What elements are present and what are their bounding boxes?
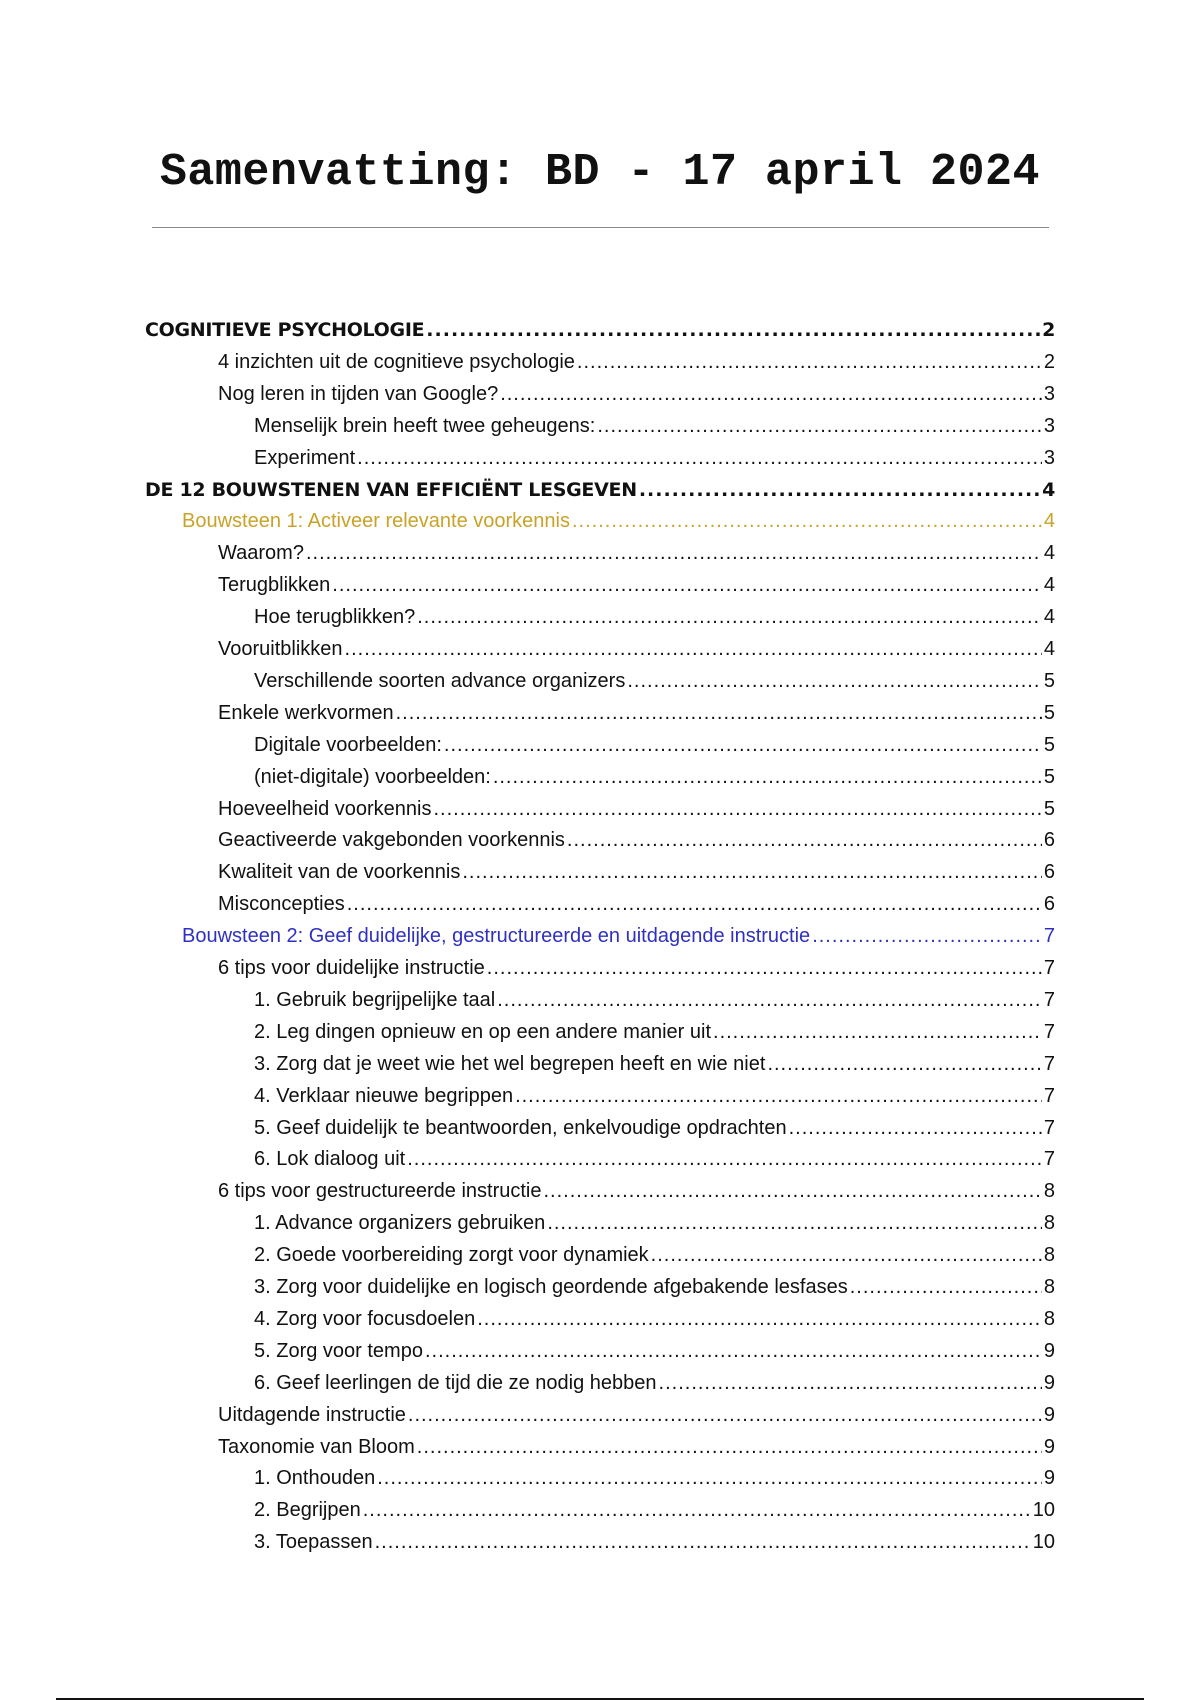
toc-entry[interactable] [218,857,1055,887]
toc-dot-leader [493,762,1042,792]
toc-entry-page-number: 4 [1043,574,1055,597]
toc-entry-page-number: 3 [1043,382,1055,405]
toc-dot-leader [433,794,1041,824]
toc-entry[interactable] [218,634,1055,664]
toc-entry-page-number: 10 [1032,1531,1055,1554]
toc-entry-label: Waarom? [218,542,304,565]
toc-entry-label: 2. Begrijpen [254,1499,361,1522]
toc-dot-leader [408,1400,1042,1430]
toc-entry-page-number: 4 [1043,542,1055,565]
toc-entry[interactable] [254,1113,1055,1143]
toc-entry[interactable] [254,1272,1055,1302]
toc-entry-page-number: 7 [1043,1052,1055,1075]
toc-dot-leader [577,347,1042,377]
toc-entry-label: Misconcepties [218,893,345,916]
toc-entry[interactable] [254,1208,1055,1238]
toc-entry-page-number: 8 [1043,1212,1055,1235]
toc-entry-label: Geactiveerde vakgebonden voorkennis [218,829,565,852]
toc-entry-page-number: 7 [1043,988,1055,1011]
toc-entry-page-number: 7 [1043,1084,1055,1107]
toc-dot-leader [713,1017,1042,1047]
toc-entry[interactable] [218,953,1055,983]
toc-entry[interactable] [254,1240,1055,1270]
toc-entry-page-number: 4 [1043,510,1055,533]
toc-entry-page-number: 2 [1042,319,1055,341]
toc-dot-leader [651,1240,1042,1270]
toc-dot-leader [375,1527,1031,1557]
toc-entry-label: Kwaliteit van de voorkennis [218,861,461,884]
toc-entry-page-number: 7 [1043,1020,1055,1043]
toc-dot-leader [363,1495,1031,1525]
toc-entry-label: 3. Zorg voor duidelijke en logisch geordende afgebakende lesfases [254,1276,848,1298]
toc-entry[interactable] [182,921,1055,951]
toc-entry-page-number: 6 [1043,829,1055,852]
toc-entry[interactable] [218,889,1055,919]
toc-entry[interactable] [218,1176,1055,1206]
toc-entry[interactable] [218,570,1055,600]
toc-entry-page-number: 8 [1043,1244,1055,1267]
toc-entry[interactable] [254,1336,1055,1366]
toc-dot-leader [332,570,1042,600]
toc-dot-leader [444,730,1042,760]
toc-dot-leader [425,1336,1042,1366]
toc-entry-label: 3. Toepassen [254,1531,373,1554]
toc-entry-page-number: 7 [1043,957,1055,979]
toc-entry[interactable] [218,794,1055,824]
toc-entry-label: (niet-digitale) voorbeelden: [254,765,491,788]
toc-entry-page-number: 8 [1043,1276,1055,1298]
document-title: Samenvatting: BD - 17 april 2024 [159,147,1041,198]
toc-entry[interactable] [218,825,1055,855]
toc-dot-leader [850,1272,1042,1302]
toc-entry[interactable] [254,602,1055,632]
toc-entry[interactable] [254,762,1055,792]
toc-dot-leader [547,1208,1042,1238]
toc-entry-label: Hoe terugblikken? [254,606,416,629]
toc-dot-leader [407,1144,1042,1174]
toc-dot-leader [357,443,1042,473]
toc-entry[interactable] [218,1432,1055,1462]
toc-entry[interactable] [218,538,1055,568]
toc-entry-label: Digitale voorbeelden: [254,733,442,756]
toc-entry-label: 6 tips voor duidelijke instructie [218,957,485,979]
toc-entry-label: 5. Zorg voor tempo [254,1339,423,1362]
toc-entry-label: 4 inzichten uit de cognitieve psychologie [218,350,575,373]
toc-entry[interactable] [254,411,1055,441]
toc-entry-page-number: 6 [1043,893,1055,916]
toc-entry-page-number: 4 [1043,638,1055,660]
toc-entry-page-number: 5 [1043,797,1055,820]
toc-entry[interactable] [254,443,1055,473]
toc-dot-leader [597,411,1042,441]
toc-dot-leader [812,921,1042,951]
toc-entry-page-number: 3 [1043,446,1055,469]
toc-dot-leader [417,602,1042,632]
toc-dot-leader [515,1081,1042,1111]
toc-dot-leader [487,953,1042,983]
toc-dot-leader [500,379,1042,409]
toc-entry[interactable] [254,1368,1055,1398]
toc-entry-label: 1. Onthouden [254,1467,376,1490]
toc-entry-label: Bouwsteen 1: Activeer relevante voorkennis [182,510,570,533]
toc-entry[interactable] [254,666,1055,696]
toc-entry[interactable] [145,475,1055,505]
toc-entry[interactable] [254,985,1055,1015]
toc-entry-page-number: 2 [1043,350,1055,373]
toc-entry-label: 6. Geef leerlingen de tijd die ze nodig hebben [254,1371,657,1394]
toc-dot-leader [639,475,1040,505]
toc-entry-label: COGNITIEVE PSYCHOLOGIE [145,319,425,341]
toc-entry[interactable] [254,1527,1055,1557]
toc-entry-label: 6 tips voor gestructureerde instructie [218,1180,542,1203]
toc-dot-leader [345,634,1042,664]
toc-entry-page-number: 9 [1043,1403,1055,1426]
toc-entry-label: 5. Geef duidelijk te beantwoorden, enkelvoudige opdrachten [254,1116,787,1139]
toc-entry-page-number: 9 [1043,1435,1055,1458]
toc-entry-page-number: 9 [1043,1371,1055,1394]
toc-dot-leader [377,1463,1042,1493]
toc-entry[interactable] [254,1081,1055,1111]
toc-entry[interactable] [254,730,1055,760]
toc-entry-label: 4. Zorg voor focusdoelen [254,1307,476,1330]
toc-dot-leader [627,666,1042,696]
toc-entry[interactable] [254,1017,1055,1047]
toc-entry-page-number: 7 [1043,1148,1055,1171]
toc-entry[interactable] [218,347,1055,377]
toc-entry-page-number: 4 [1043,606,1055,629]
toc-dot-leader [497,985,1042,1015]
toc-entry[interactable] [254,1495,1055,1525]
toc-entry-label: 1. Gebruik begrijpelijke taal [254,988,496,1011]
toc-dot-leader [477,1304,1042,1334]
toc-entry-page-number: 6 [1043,861,1055,884]
toc-entry-label: 1. Advance organizers gebruiken [254,1212,546,1235]
toc-entry-page-number: 9 [1043,1339,1055,1362]
toc-dot-leader [417,1432,1042,1462]
toc-entry[interactable] [254,1304,1055,1334]
toc-dot-leader [462,857,1042,887]
toc-entry-page-number: 3 [1043,414,1055,437]
toc-dot-leader [396,698,1042,728]
toc-entry-page-number: 5 [1043,733,1055,756]
toc-dot-leader [789,1113,1042,1143]
toc-entry-label: Hoeveelheid voorkennis [218,797,432,820]
toc-entry-label: Verschillende soorten advance organizers [254,669,626,692]
toc-entry-label: Menselijk brein heeft twee geheugens: [254,414,596,437]
toc-entry[interactable] [218,379,1055,409]
toc-entry-page-number: 9 [1043,1467,1055,1490]
toc-entry-page-number: 10 [1032,1499,1055,1522]
toc-dot-leader [426,315,1040,345]
toc-entry[interactable] [145,315,1055,345]
toc-entry-label: Taxonomie van Bloom [218,1435,415,1458]
toc-entry-page-number: 4 [1042,478,1055,501]
toc-entry-label: Terugblikken [218,574,331,597]
toc-entry-page-number: 7 [1043,1116,1055,1139]
toc-entry-label: 2. Goede voorbereiding zorgt voor dynamiek [254,1244,649,1267]
toc-entry-label: Vooruitblikken [218,638,343,660]
toc-dot-leader [567,825,1042,855]
toc-entry-page-number: 5 [1043,701,1055,724]
toc-entry-label: DE 12 BOUWSTENEN VAN EFFICIËNT LESGEVEN [145,478,637,501]
toc-entry-label: 2. Leg dingen opnieuw en op een andere manier uit [254,1020,712,1043]
toc-entry[interactable] [254,1463,1055,1493]
toc-entry-label: 6. Lok dialoog uit [254,1148,406,1171]
toc-dot-leader [306,538,1042,568]
toc-entry[interactable] [254,1049,1055,1079]
toc-entry[interactable] [254,1144,1055,1174]
toc-entry-page-number: 8 [1043,1307,1055,1330]
toc-entry-page-number: 5 [1043,669,1055,692]
toc-entry-page-number: 8 [1043,1180,1055,1203]
toc-entry-label: 3. Zorg dat je weet wie het wel begrepen heeft en wie niet [254,1052,766,1075]
toc-entry-page-number: 5 [1043,765,1055,788]
toc-dot-leader [544,1176,1042,1206]
toc-entry-label: Experiment [254,446,356,469]
toc-dot-leader [767,1049,1041,1079]
toc-entry[interactable] [182,506,1055,536]
toc-entry[interactable] [218,698,1055,728]
toc-entry-label: Enkele werkvormen [218,701,394,724]
toc-entry-label: Nog leren in tijden van Google? [218,382,499,405]
toc-entry-label: Bouwsteen 2: Geef duidelijke, gestructureerde en uitdagende instructie [182,925,811,948]
title-divider [152,227,1049,228]
toc-dot-leader [572,506,1042,536]
toc-entry-label: Uitdagende instructie [218,1403,406,1426]
toc-dot-leader [347,889,1042,919]
toc-entry-label: 4. Verklaar nieuwe begrippen [254,1084,514,1107]
toc-dot-leader [659,1368,1042,1398]
toc-entry[interactable] [218,1400,1055,1430]
toc-entry-page-number: 7 [1043,925,1055,948]
